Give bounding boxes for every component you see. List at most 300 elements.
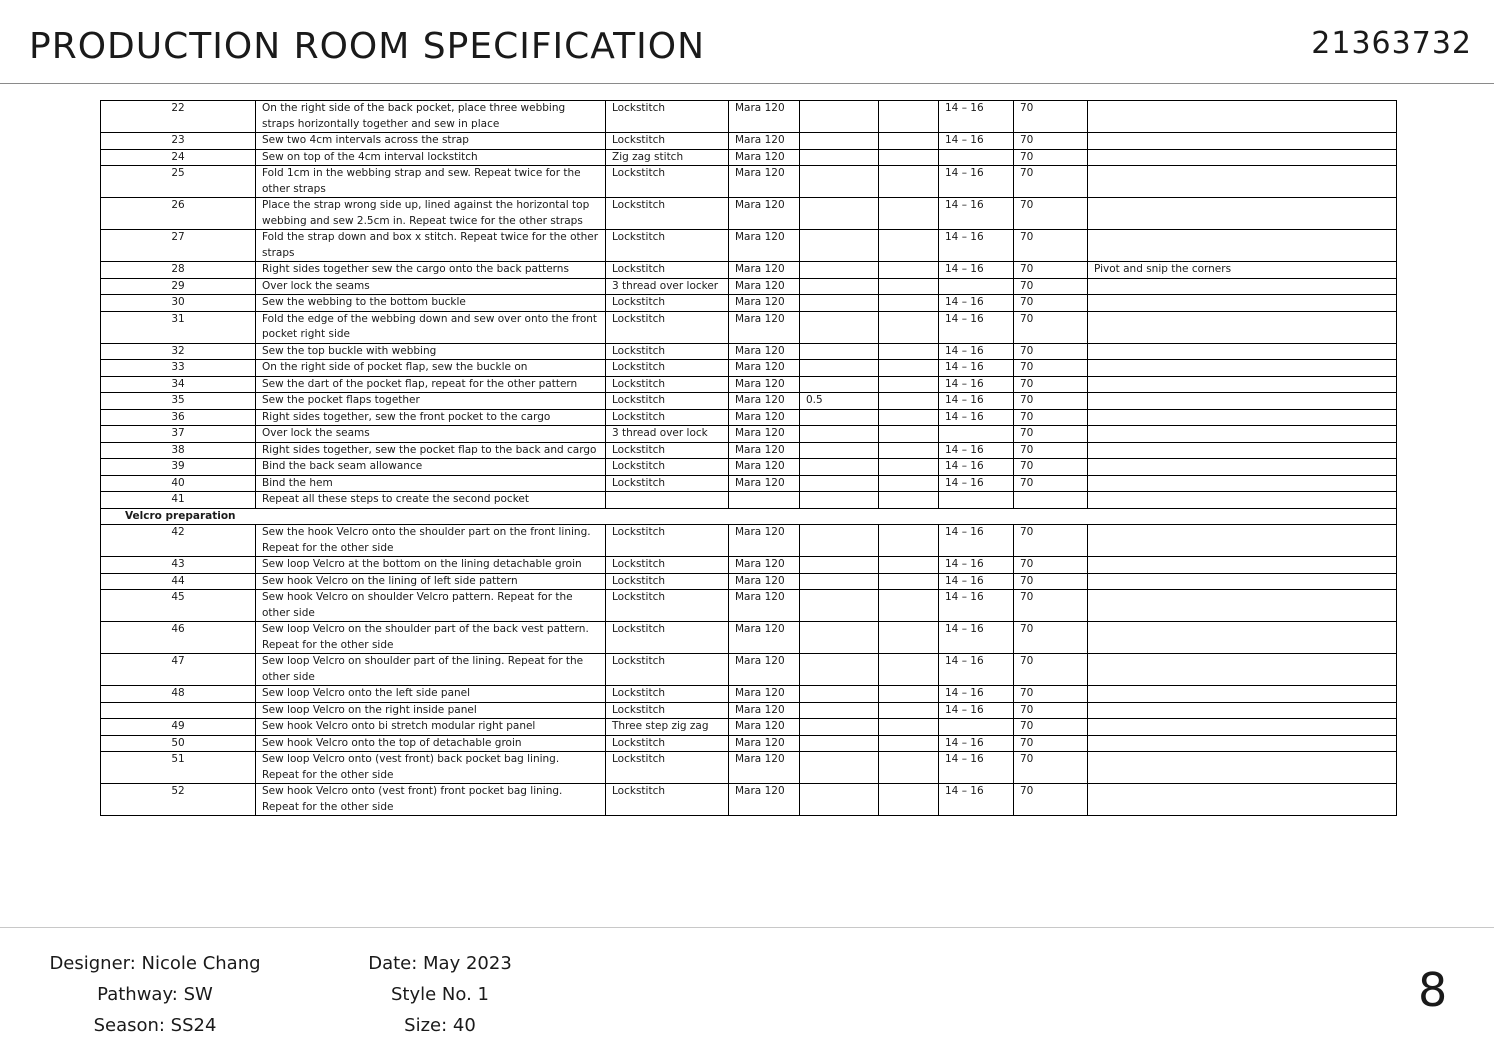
needle-size-cell: 14 – 16 [939, 393, 1014, 410]
step-cell: 50 [101, 735, 256, 752]
table-row [101, 409, 1397, 426]
seam-allowance-cell [800, 784, 879, 816]
operation-cell: Right sides together, sew the front pocket to the cargo [256, 409, 606, 426]
step-cell: 34 [101, 376, 256, 393]
step-cell: 24 [101, 149, 256, 166]
notes-cell [1088, 622, 1397, 654]
machine-cell: Lockstitch [606, 557, 729, 574]
blank-cell [879, 686, 939, 703]
step-cell: 35 [101, 393, 256, 410]
notes-cell [1088, 573, 1397, 590]
thread-cell: Mara 120 [729, 784, 800, 816]
operation-cell: Sew two 4cm intervals across the strap [256, 133, 606, 150]
thread-cell: Mara 120 [729, 360, 800, 377]
table-row [101, 393, 1397, 410]
table-row [101, 262, 1397, 279]
seam-allowance-cell [800, 702, 879, 719]
thread-cell: Mara 120 [729, 426, 800, 443]
needle-size-cell [939, 426, 1014, 443]
blank-cell [879, 295, 939, 312]
notes-cell [1088, 442, 1397, 459]
thread-cell: Mara 120 [729, 133, 800, 150]
table-row [101, 101, 1397, 133]
needle-size-cell [939, 492, 1014, 509]
machine-cell: Lockstitch [606, 198, 729, 230]
needle-size-cell: 14 – 16 [939, 475, 1014, 492]
blank-cell [879, 311, 939, 343]
thread-cell [729, 492, 800, 509]
needle-size-cell: 14 – 16 [939, 442, 1014, 459]
table-row [101, 376, 1397, 393]
needle-size-cell: 14 – 16 [939, 752, 1014, 784]
seam-allowance-cell [800, 525, 879, 557]
seam-allowance-cell [800, 376, 879, 393]
step-cell: 37 [101, 426, 256, 443]
operation-cell: Fold the edge of the webbing down and sew over onto the front pocket right side [256, 311, 606, 343]
table-row [101, 311, 1397, 343]
blank-cell [879, 278, 939, 295]
notes-cell [1088, 686, 1397, 703]
machine-cell: Lockstitch [606, 784, 729, 816]
notes-cell [1088, 230, 1397, 262]
step-cell: 27 [101, 230, 256, 262]
blank-cell [879, 409, 939, 426]
machine-cell: Lockstitch [606, 295, 729, 312]
notes-cell [1088, 360, 1397, 377]
seam-allowance-cell [800, 557, 879, 574]
thread-cell: Mara 120 [729, 409, 800, 426]
needle-size-cell: 14 – 16 [939, 784, 1014, 816]
stitch-count-cell: 70 [1014, 475, 1088, 492]
notes-cell [1088, 426, 1397, 443]
operation-cell: Sew the top buckle with webbing [256, 343, 606, 360]
table-row [101, 686, 1397, 703]
thread-cell: Mara 120 [729, 525, 800, 557]
blank-cell [879, 622, 939, 654]
thread-cell: Mara 120 [729, 590, 800, 622]
machine-cell: Lockstitch [606, 622, 729, 654]
seam-allowance-cell [800, 278, 879, 295]
seam-allowance-cell [800, 426, 879, 443]
operation-cell: Fold the strap down and box x stitch. Repeat twice for the other straps [256, 230, 606, 262]
blank-cell [879, 459, 939, 476]
seam-allowance-cell [800, 492, 879, 509]
blank-cell [879, 525, 939, 557]
machine-cell: Lockstitch [606, 343, 729, 360]
section-header: Velcro preparation [101, 508, 1397, 525]
operation-cell: Sew loop Velcro at the bottom on the lining detachable groin [256, 557, 606, 574]
notes-cell [1088, 376, 1397, 393]
thread-cell: Mara 120 [729, 459, 800, 476]
needle-size-cell: 14 – 16 [939, 166, 1014, 198]
seam-allowance-cell [800, 573, 879, 590]
step-cell: 43 [101, 557, 256, 574]
step-cell: 29 [101, 278, 256, 295]
thread-cell: Mara 120 [729, 311, 800, 343]
machine-cell: Lockstitch [606, 101, 729, 133]
step-cell: 45 [101, 590, 256, 622]
step-cell: 49 [101, 719, 256, 736]
machine-cell: Lockstitch [606, 376, 729, 393]
stitch-count-cell: 70 [1014, 702, 1088, 719]
operation-cell: Fold 1cm in the webbing strap and sew. Repeat twice for the other straps [256, 166, 606, 198]
stitch-count-cell: 70 [1014, 409, 1088, 426]
table-row [101, 343, 1397, 360]
stitch-count-cell: 70 [1014, 719, 1088, 736]
thread-cell: Mara 120 [729, 149, 800, 166]
seam-allowance-cell [800, 654, 879, 686]
operation-cell: Sew hook Velcro onto bi stretch modular right panel [256, 719, 606, 736]
header-divider [0, 83, 1494, 84]
step-cell: 48 [101, 686, 256, 703]
machine-cell: Lockstitch [606, 360, 729, 377]
seam-allowance-cell [800, 133, 879, 150]
needle-size-cell: 14 – 16 [939, 590, 1014, 622]
needle-size-cell [939, 719, 1014, 736]
step-cell: 25 [101, 166, 256, 198]
notes-cell [1088, 492, 1397, 509]
needle-size-cell: 14 – 16 [939, 360, 1014, 377]
notes-cell [1088, 702, 1397, 719]
table-row [101, 622, 1397, 654]
thread-cell: Mara 120 [729, 686, 800, 703]
needle-size-cell: 14 – 16 [939, 262, 1014, 279]
seam-allowance-cell [800, 262, 879, 279]
blank-cell [879, 393, 939, 410]
table-row [101, 198, 1397, 230]
machine-cell: Lockstitch [606, 686, 729, 703]
seam-allowance-cell: 0.5 [800, 393, 879, 410]
operation-cell: On the right side of pocket flap, sew the buckle on [256, 360, 606, 377]
section-header-row [101, 508, 1397, 525]
operation-cell: Repeat all these steps to create the second pocket [256, 492, 606, 509]
seam-allowance-cell [800, 442, 879, 459]
seam-allowance-cell [800, 166, 879, 198]
machine-cell: Lockstitch [606, 442, 729, 459]
machine-cell: Lockstitch [606, 262, 729, 279]
seam-allowance-cell [800, 590, 879, 622]
notes-cell [1088, 278, 1397, 295]
thread-cell: Mara 120 [729, 573, 800, 590]
table-row [101, 295, 1397, 312]
table-row [101, 492, 1397, 509]
table-row [101, 278, 1397, 295]
stitch-count-cell: 70 [1014, 101, 1088, 133]
table-row [101, 557, 1397, 574]
thread-cell: Mara 120 [729, 343, 800, 360]
machine-cell: Lockstitch [606, 525, 729, 557]
stitch-count-cell: 70 [1014, 198, 1088, 230]
seam-allowance-cell [800, 343, 879, 360]
needle-size-cell: 14 – 16 [939, 622, 1014, 654]
table-row [101, 426, 1397, 443]
stitch-count-cell: 70 [1014, 278, 1088, 295]
machine-cell: Lockstitch [606, 590, 729, 622]
notes-cell [1088, 784, 1397, 816]
table-row [101, 719, 1397, 736]
seam-allowance-cell [800, 295, 879, 312]
notes-cell [1088, 475, 1397, 492]
needle-size-cell: 14 – 16 [939, 702, 1014, 719]
thread-cell: Mara 120 [729, 376, 800, 393]
blank-cell [879, 735, 939, 752]
stitch-count-cell: 70 [1014, 133, 1088, 150]
operation-cell: Sew the webbing to the bottom buckle [256, 295, 606, 312]
table-row [101, 133, 1397, 150]
machine-cell: Lockstitch [606, 459, 729, 476]
stitch-count-cell: 70 [1014, 426, 1088, 443]
machine-cell: Lockstitch [606, 475, 729, 492]
page-number: 8 [1418, 963, 1448, 1017]
step-cell: 30 [101, 295, 256, 312]
operation-cell: Sew the hook Velcro onto the shoulder part on the front lining. Repeat for the other side [256, 525, 606, 557]
operation-cell: Sew hook Velcro onto the top of detachable groin [256, 735, 606, 752]
step-cell: 31 [101, 311, 256, 343]
seam-allowance-cell [800, 719, 879, 736]
needle-size-cell: 14 – 16 [939, 101, 1014, 133]
season-label: Season: SS24 [93, 1015, 217, 1036]
table-row [101, 525, 1397, 557]
table-row [101, 590, 1397, 622]
machine-cell: Lockstitch [606, 393, 729, 410]
blank-cell [879, 784, 939, 816]
page-title: PRODUCTION ROOM SPECIFICATION [29, 26, 705, 67]
step-cell: 23 [101, 133, 256, 150]
operation-cell: On the right side of the back pocket, place three webbing straps horizontally together and sew in place [256, 101, 606, 133]
stitch-count-cell: 70 [1014, 525, 1088, 557]
step-cell: 39 [101, 459, 256, 476]
needle-size-cell: 14 – 16 [939, 198, 1014, 230]
stitch-count-cell: 70 [1014, 295, 1088, 312]
operation-cell: Place the strap wrong side up, lined against the horizontal top webbing and sew 2.5cm in. Repeat twice for the other straps [256, 198, 606, 230]
blank-cell [879, 719, 939, 736]
seam-allowance-cell [800, 311, 879, 343]
notes-cell [1088, 133, 1397, 150]
notes-cell [1088, 459, 1397, 476]
thread-cell: Mara 120 [729, 166, 800, 198]
thread-cell: Mara 120 [729, 278, 800, 295]
needle-size-cell: 14 – 16 [939, 557, 1014, 574]
thread-cell: Mara 120 [729, 702, 800, 719]
operation-cell: Right sides together, sew the pocket flap to the back and cargo [256, 442, 606, 459]
size-label: Size: 40 [404, 1015, 476, 1036]
step-cell: 42 [101, 525, 256, 557]
date-label: Date: May 2023 [368, 953, 512, 974]
blank-cell [879, 376, 939, 393]
stitch-count-cell: 70 [1014, 557, 1088, 574]
machine-cell: Lockstitch [606, 311, 729, 343]
step-cell: 46 [101, 622, 256, 654]
table-row [101, 735, 1397, 752]
thread-cell: Mara 120 [729, 198, 800, 230]
step-cell: 36 [101, 409, 256, 426]
thread-cell: Mara 120 [729, 557, 800, 574]
thread-cell: Mara 120 [729, 442, 800, 459]
notes-cell [1088, 525, 1397, 557]
blank-cell [879, 230, 939, 262]
table-row [101, 459, 1397, 476]
operation-cell: Sew the pocket flaps together [256, 393, 606, 410]
blank-cell [879, 426, 939, 443]
notes-cell [1088, 557, 1397, 574]
production-spec-table [100, 100, 1397, 816]
step-cell [101, 702, 256, 719]
operation-cell: Over lock the seams [256, 426, 606, 443]
step-cell: 38 [101, 442, 256, 459]
blank-cell [879, 573, 939, 590]
needle-size-cell: 14 – 16 [939, 654, 1014, 686]
machine-cell: Lockstitch [606, 702, 729, 719]
operation-cell: Sew loop Velcro on the right inside panel [256, 702, 606, 719]
step-cell: 33 [101, 360, 256, 377]
notes-cell [1088, 409, 1397, 426]
stitch-count-cell: 70 [1014, 343, 1088, 360]
machine-cell: Zig zag stitch [606, 149, 729, 166]
machine-cell: Lockstitch [606, 133, 729, 150]
thread-cell: Mara 120 [729, 230, 800, 262]
stitch-count-cell: 70 [1014, 654, 1088, 686]
step-cell: 41 [101, 492, 256, 509]
machine-cell [606, 492, 729, 509]
notes-cell [1088, 735, 1397, 752]
pathway-label: Pathway: SW [97, 984, 213, 1005]
footer-divider [0, 927, 1494, 928]
step-cell: 32 [101, 343, 256, 360]
thread-cell: Mara 120 [729, 262, 800, 279]
step-cell: 22 [101, 101, 256, 133]
notes-cell [1088, 295, 1397, 312]
needle-size-cell: 14 – 16 [939, 573, 1014, 590]
blank-cell [879, 262, 939, 279]
operation-cell: Sew loop Velcro on the shoulder part of the back vest pattern. Repeat for the other side [256, 622, 606, 654]
machine-cell: Lockstitch [606, 735, 729, 752]
style-number-label: Style No. 1 [391, 984, 489, 1005]
blank-cell [879, 590, 939, 622]
step-cell: 28 [101, 262, 256, 279]
notes-cell [1088, 343, 1397, 360]
thread-cell: Mara 120 [729, 393, 800, 410]
stitch-count-cell: 70 [1014, 360, 1088, 377]
needle-size-cell: 14 – 16 [939, 686, 1014, 703]
table-row [101, 166, 1397, 198]
machine-cell: Lockstitch [606, 409, 729, 426]
thread-cell: Mara 120 [729, 101, 800, 133]
seam-allowance-cell [800, 686, 879, 703]
needle-size-cell: 14 – 16 [939, 459, 1014, 476]
thread-cell: Mara 120 [729, 735, 800, 752]
thread-cell: Mara 120 [729, 654, 800, 686]
table-row [101, 573, 1397, 590]
seam-allowance-cell [800, 622, 879, 654]
step-cell: 44 [101, 573, 256, 590]
needle-size-cell [939, 149, 1014, 166]
operation-cell: Bind the back seam allowance [256, 459, 606, 476]
footer-designer-info [40, 948, 270, 1041]
blank-cell [879, 557, 939, 574]
table-row [101, 475, 1397, 492]
operation-cell: Sew hook Velcro on shoulder Velcro pattern. Repeat for the other side [256, 590, 606, 622]
blank-cell [879, 360, 939, 377]
operation-cell: Sew on top of the 4cm interval lockstitch [256, 149, 606, 166]
operation-cell: Sew the dart of the pocket flap, repeat for the other pattern [256, 376, 606, 393]
notes-cell [1088, 393, 1397, 410]
stitch-count-cell: 70 [1014, 442, 1088, 459]
needle-size-cell: 14 – 16 [939, 230, 1014, 262]
thread-cell: Mara 120 [729, 719, 800, 736]
table-row [101, 784, 1397, 816]
blank-cell [879, 101, 939, 133]
table-row [101, 442, 1397, 459]
blank-cell [879, 492, 939, 509]
machine-cell: Lockstitch [606, 230, 729, 262]
table-row [101, 752, 1397, 784]
seam-allowance-cell [800, 230, 879, 262]
machine-cell: 3 thread over lock [606, 426, 729, 443]
notes-cell [1088, 719, 1397, 736]
needle-size-cell: 14 – 16 [939, 525, 1014, 557]
thread-cell: Mara 120 [729, 622, 800, 654]
seam-allowance-cell [800, 360, 879, 377]
notes-cell [1088, 752, 1397, 784]
stitch-count-cell: 70 [1014, 622, 1088, 654]
needle-size-cell: 14 – 16 [939, 343, 1014, 360]
needle-size-cell: 14 – 16 [939, 311, 1014, 343]
needle-size-cell: 14 – 16 [939, 376, 1014, 393]
stitch-count-cell: 70 [1014, 590, 1088, 622]
notes-cell [1088, 166, 1397, 198]
notes-cell [1088, 311, 1397, 343]
stitch-count-cell: 70 [1014, 686, 1088, 703]
needle-size-cell: 14 – 16 [939, 133, 1014, 150]
blank-cell [879, 702, 939, 719]
operation-cell: Over lock the seams [256, 278, 606, 295]
operation-cell: Sew loop Velcro onto (vest front) back pocket bag lining. Repeat for the other side [256, 752, 606, 784]
stitch-count-cell: 70 [1014, 393, 1088, 410]
seam-allowance-cell [800, 752, 879, 784]
operation-cell: Sew hook Velcro on the lining of left side pattern [256, 573, 606, 590]
blank-cell [879, 166, 939, 198]
notes-cell [1088, 149, 1397, 166]
stitch-count-cell: 70 [1014, 735, 1088, 752]
stitch-count-cell: 70 [1014, 262, 1088, 279]
stitch-count-cell: 70 [1014, 230, 1088, 262]
blank-cell [879, 343, 939, 360]
needle-size-cell: 14 – 16 [939, 295, 1014, 312]
blank-cell [879, 654, 939, 686]
step-cell: 51 [101, 752, 256, 784]
table-row [101, 654, 1397, 686]
seam-allowance-cell [800, 409, 879, 426]
notes-cell [1088, 101, 1397, 133]
step-cell: 47 [101, 654, 256, 686]
document-number: 21363732 [1311, 26, 1472, 61]
operation-cell: Sew hook Velcro onto (vest front) front pocket bag lining. Repeat for the other side [256, 784, 606, 816]
machine-cell: 3 thread over locker [606, 278, 729, 295]
operation-cell: Sew loop Velcro on shoulder part of the lining. Repeat for the other side [256, 654, 606, 686]
step-cell: 52 [101, 784, 256, 816]
stitch-count-cell: 70 [1014, 752, 1088, 784]
seam-allowance-cell [800, 735, 879, 752]
table-row [101, 360, 1397, 377]
needle-size-cell [939, 278, 1014, 295]
blank-cell [879, 149, 939, 166]
blank-cell [879, 133, 939, 150]
needle-size-cell: 14 – 16 [939, 735, 1014, 752]
stitch-count-cell [1014, 492, 1088, 509]
blank-cell [879, 442, 939, 459]
step-cell: 26 [101, 198, 256, 230]
notes-cell [1088, 590, 1397, 622]
